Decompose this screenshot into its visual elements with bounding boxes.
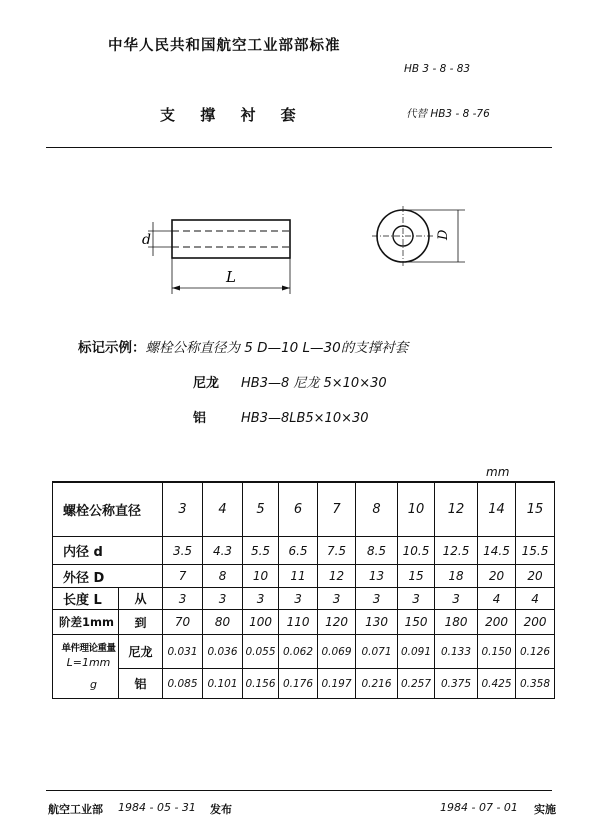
length-to-cell: 110 bbox=[279, 610, 318, 635]
unit-label: mm bbox=[486, 465, 510, 479]
step-label: 阶差1mm bbox=[53, 610, 119, 635]
table-row-inner bbox=[53, 537, 555, 565]
inner-cell: 8.5 bbox=[356, 537, 398, 565]
aluminum-label: 铝 bbox=[193, 411, 207, 426]
to-label: 到 bbox=[119, 610, 163, 635]
outer-cell: 18 bbox=[435, 565, 478, 588]
weight-aluminum-cell: 0.358 bbox=[516, 669, 555, 699]
size-cell: 8 bbox=[356, 482, 398, 537]
length-to-cell: 70 bbox=[163, 610, 203, 635]
size-cell: 10 bbox=[398, 482, 435, 537]
weight-nylon-cell: 0.062 bbox=[279, 635, 318, 669]
table-row-length-to bbox=[53, 610, 555, 635]
length-from-cell: 4 bbox=[516, 588, 555, 610]
header-divider bbox=[46, 147, 552, 148]
weight-label-3: g bbox=[90, 677, 97, 691]
weight-nylon-cell: 0.126 bbox=[516, 635, 555, 669]
example-label: 标记示例： bbox=[78, 340, 146, 356]
table-row-weight-aluminum bbox=[53, 669, 555, 699]
weight-aluminum-cell: 0.197 bbox=[318, 669, 356, 699]
spec-table bbox=[52, 481, 555, 699]
footer-effective-date bbox=[440, 801, 518, 814]
size-cell: 3 bbox=[163, 482, 203, 537]
footer-issue-label: 发布 bbox=[210, 803, 232, 816]
inner-cell: 3.5 bbox=[163, 537, 203, 565]
inner-cell: 15.5 bbox=[516, 537, 555, 565]
standard-code: HB 3 - 8 - 83 bbox=[404, 63, 471, 75]
L-arrow-left bbox=[172, 286, 180, 291]
outer-cell: 20 bbox=[516, 565, 555, 588]
weight-nylon-cell: 0.055 bbox=[243, 635, 279, 669]
from-label: 从 bbox=[119, 588, 163, 610]
L-arrow-right bbox=[282, 286, 290, 291]
label-d: d bbox=[142, 232, 151, 248]
inner-cell: 6.5 bbox=[279, 537, 318, 565]
size-cell: 7 bbox=[318, 482, 356, 537]
length-from-cell: 3 bbox=[163, 588, 203, 610]
weight-nylon-cell: 0.071 bbox=[356, 635, 398, 669]
length-to-cell: 200 bbox=[516, 610, 555, 635]
weight-nylon-cell: 0.150 bbox=[478, 635, 516, 669]
length-to-cell: 200 bbox=[478, 610, 516, 635]
inner-cell: 4.3 bbox=[203, 537, 243, 565]
footer-effective-label: 实施 bbox=[534, 803, 556, 816]
outer-cell: 8 bbox=[203, 565, 243, 588]
table-row-length-from bbox=[53, 588, 555, 610]
table-row-weight-nylon bbox=[53, 635, 555, 669]
weight-nylon-label: 尼龙 bbox=[119, 635, 163, 669]
weight-aluminum-cell: 0.176 bbox=[279, 669, 318, 699]
weight-nylon-cell: 0.091 bbox=[398, 635, 435, 669]
aluminum-code: HB3—8LB5×10×30 bbox=[241, 411, 369, 426]
marking-nylon bbox=[193, 372, 387, 391]
weight-aluminum-cell: 0.216 bbox=[356, 669, 398, 699]
table-row-size bbox=[53, 482, 555, 537]
weight-nylon-cell: 0.133 bbox=[435, 635, 478, 669]
outer-cell: 7 bbox=[163, 565, 203, 588]
weight-aluminum-cell: 0.425 bbox=[478, 669, 516, 699]
footer-issuer: 航空工业部 bbox=[48, 803, 103, 816]
table-row-outer bbox=[53, 565, 555, 588]
weight-aluminum-cell: 0.375 bbox=[435, 669, 478, 699]
length-from-cell: 3 bbox=[398, 588, 435, 610]
length-to-cell: 180 bbox=[435, 610, 478, 635]
length-to-cell: 150 bbox=[398, 610, 435, 635]
inner-cell: 10.5 bbox=[398, 537, 435, 565]
outer-cell: 12 bbox=[318, 565, 356, 588]
outer-cell: 20 bbox=[478, 565, 516, 588]
length-from-cell: 3 bbox=[203, 588, 243, 610]
inner-label: 内径 d bbox=[53, 537, 163, 565]
weight-aluminum-cell: 0.156 bbox=[243, 669, 279, 699]
length-from-cell: 3 bbox=[356, 588, 398, 610]
weight-aluminum-cell: 0.101 bbox=[203, 669, 243, 699]
weight-aluminum-label: 铝 bbox=[119, 669, 163, 699]
length-from-cell: 4 bbox=[478, 588, 516, 610]
footer-divider bbox=[46, 790, 552, 791]
size-cell: 4 bbox=[203, 482, 243, 537]
length-from-cell: 3 bbox=[279, 588, 318, 610]
label-L: L bbox=[226, 268, 236, 286]
length-label: 长度 L bbox=[53, 588, 119, 610]
size-cell: 12 bbox=[435, 482, 478, 537]
size-cell: 6 bbox=[279, 482, 318, 537]
weight-label-2: L=1mm bbox=[66, 655, 111, 669]
marking-aluminum bbox=[193, 407, 369, 426]
label-D: D bbox=[436, 229, 451, 240]
side-view-body bbox=[172, 220, 290, 258]
weight-aluminum-cell: 0.257 bbox=[398, 669, 435, 699]
weight-nylon-cell: 0.031 bbox=[163, 635, 203, 669]
outer-cell: 11 bbox=[279, 565, 318, 588]
inner-cell: 12.5 bbox=[435, 537, 478, 565]
marking-example bbox=[78, 336, 408, 356]
length-from-cell: 3 bbox=[318, 588, 356, 610]
weight-aluminum-cell: 0.085 bbox=[163, 669, 203, 699]
issue-date-value: 1984 - 05 - 31 bbox=[118, 801, 196, 814]
page-title: 支 撑 衬 套 bbox=[160, 106, 306, 124]
effective-date-value: 1984 - 07 - 01 bbox=[440, 801, 518, 814]
inner-cell: 14.5 bbox=[478, 537, 516, 565]
footer-issue-date bbox=[118, 801, 196, 814]
size-cell: 5 bbox=[243, 482, 279, 537]
size-cell: 14 bbox=[478, 482, 516, 537]
length-to-cell: 100 bbox=[243, 610, 279, 635]
header-label: 螺栓公称直径 bbox=[53, 482, 163, 537]
outer-cell: 10 bbox=[243, 565, 279, 588]
weight-label bbox=[53, 635, 119, 699]
organization-title: 中华人民共和国航空工业部部标准 bbox=[108, 38, 341, 54]
inner-cell: 5.5 bbox=[243, 537, 279, 565]
length-from-cell: 3 bbox=[435, 588, 478, 610]
length-from-cell: 3 bbox=[243, 588, 279, 610]
nylon-label: 尼龙 bbox=[193, 376, 220, 391]
size-cell: 15 bbox=[516, 482, 555, 537]
inner-cell: 7.5 bbox=[318, 537, 356, 565]
outer-cell: 15 bbox=[398, 565, 435, 588]
length-to-cell: 130 bbox=[356, 610, 398, 635]
length-to-cell: 120 bbox=[318, 610, 356, 635]
outer-label: 外径 D bbox=[53, 565, 163, 588]
weight-nylon-cell: 0.069 bbox=[318, 635, 356, 669]
length-to-cell: 80 bbox=[203, 610, 243, 635]
example-text: 螺栓公称直径为 5 D—10 L—30的支撑衬套 bbox=[145, 340, 409, 356]
outer-cell: 13 bbox=[356, 565, 398, 588]
nylon-code: HB3—8 尼龙 5×10×30 bbox=[241, 376, 387, 391]
replaces-standard: 代替 HB3 - 8 -76 bbox=[406, 108, 490, 120]
bushing-drawing bbox=[120, 200, 480, 310]
weight-nylon-cell: 0.036 bbox=[203, 635, 243, 669]
weight-label-1: 单件理论重量 bbox=[61, 642, 116, 654]
